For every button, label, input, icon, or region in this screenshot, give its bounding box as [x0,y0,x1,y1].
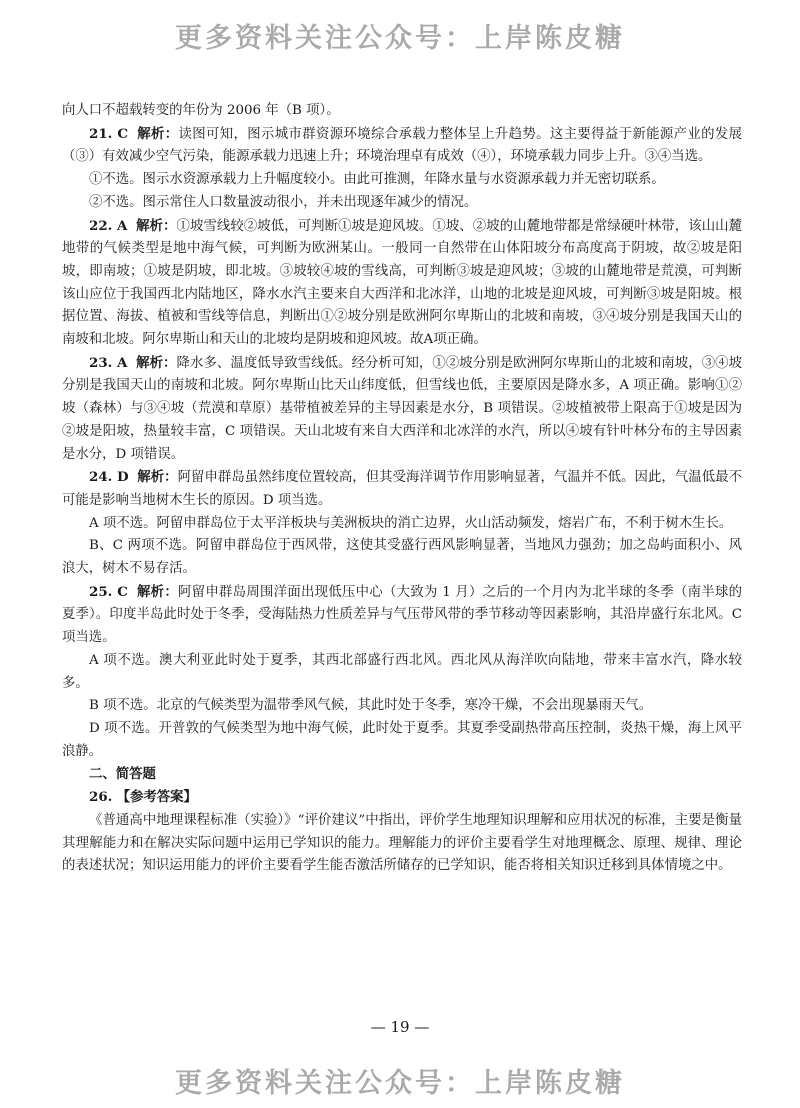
watermark-bottom: 更多资料关注公众号：上岸陈皮糖 [175,1068,625,1099]
analysis-text: 阿留申群岛周围洋面出现低压中心（大致为 1 月）之后的一个月内为北半球的冬季（南半球的夏季）。印度半岛此时处于冬季，受海陆热力性质差异与气压带风带的季节移动等因素影响，其沿岸盛行东北风。C 项当选。 [62,584,743,646]
question-number: 23. A [89,354,128,371]
answer-25-note-3: D 项不选。开普敦的气候类型为地中海气候，此时处于夏季。其夏季受副热带高压控制，炎热干燥，海上风平浪静。 [62,720,742,759]
answer-24-note-2: B、C 两项不选。阿留申群岛位于西风带，这使其受盛行西风影响显著，当地风力强劲；加之岛屿面积小、风浪大，树木不易存活。 [62,538,742,577]
reference-answer-label: 【参考答案】 [116,789,197,806]
answer-24 [62,466,742,512]
question-number: 22. A [89,217,128,234]
analysis-text: ①坡雪线较②坡低，可判断①坡是迎风坡。①坡、②坡的山麓地带都是常绿硬叶林带，该山山麓地带的气候类型是地中海气候，可判断为欧洲某山。一般同一自然带在山体阳坡分布高度高于阴坡，故②坡是阳坡，即南坡；①坡是阴坡，即北坡。③坡较④坡的雪线高，可判断③坡是迎风坡；③坡的山麓地带是荒漠，可判断该山应位于我国西北内陆地区，降水水汽主要来自大西洋和北冰洋，山地的北坡是迎风坡，可判断③坡是阳坡。根据位置、海拔、植被和雪线等信息，判断出①②坡分别是欧洲阿尔卑斯山的北坡和南坡，③④坡分别是我国天山的南坡和北坡。阿尔卑斯山和天山的北坡均是阴坡和迎风坡。故A项正确。 [62,218,743,348]
question-number: 25. C [89,583,128,600]
paragraph-continuation: 向人口不超载转变的年份为 2006 年（B 项）。 [62,103,340,118]
question-number: 21. C [89,125,128,142]
answer-23 [62,352,742,467]
answer-25-note-1: A 项不选。澳大利亚此时处于夏季，其西北部盛行西北风。西北风从海洋吹向陆地，带来丰富水汽，降水较多。 [62,652,742,691]
page-content [62,100,742,878]
answer-24-note-1: A 项不选。阿留申群岛位于太平洋板块与美洲板块的消亡边界，火山活动频发，熔岩广布，不利于树木生长。 [89,515,733,531]
analysis-text: 读图可知，图示城市群资源环境综合承载力整体呈上升趋势。这主要得益于新能源产业的发展（③）有效减少空气污染，能源承载力迅速上升；环境治理卓有成效（④），环境承载力同步上升。③④当选。 [62,126,743,165]
analysis-text: 阿留申群岛虽然纬度位置较高，但其受海洋调节作用影响显著，气温并不低。因此，气温低最不可能是影响当地树木生长的原因。D 项当选。 [62,470,743,508]
answer-25-note-2: B 项不选。北京的气候类型为温带季风气候，其此时处于冬季，寒冷干燥，不会出现暴雨天气。 [89,698,653,714]
answer-21-note-2: ②不选。图示常住人口数量波动很小，并未出现逐年减少的情况。 [89,194,478,210]
page-number: — 19 — [370,1018,430,1036]
answer-25 [62,581,742,650]
question-number: 24. D [89,469,129,486]
answer-26-header [62,786,742,810]
answer-26-text: 《普通高中地理课程标准（实验）》“评价建议”中指出，评价学生地理知识理解和应用状况的标准，主要是衡量其理解能力和在解决实际问题中运用已学知识的能力。理解能力的评价主要看学生对地理概念、原理、规律、理论的表述状况；知识运用能力的评价主要看学生能否激活所储存的已学知识，能否将相关知识迁移到具体情境之中。 [62,812,742,874]
analysis-label: 解析： [136,217,177,234]
analysis-label: 解析： [136,583,178,600]
analysis-label: 解析： [137,469,178,486]
answer-21 [62,123,742,169]
answer-22 [62,215,742,352]
answer-21-note-1: ①不选。图示水资源承载力上升幅度较小。由此可推测，年降水量与水资源承载力并无密切联系。 [89,172,665,188]
question-number: 26. [89,789,113,806]
analysis-label: 解析： [137,125,179,142]
watermark-top: 更多资料关注公众号：上岸陈皮糖 [175,23,625,54]
section-heading: 二、简答题 [89,766,156,783]
analysis-label: 解析： [136,354,177,371]
analysis-text: 降水多、温度低导致雪线低。经分析可知，①②坡分别是欧洲阿尔卑斯山的北坡和南坡，③④坡分别是我国天山的南坡和北坡。阿尔卑斯山比天山纬度低，但雪线也低，主要原因是降水多，A 项正确。影响①②坡（森林）与③④坡（荒漠和草原）基带植被差异的主导因素是水分，B 项错误。②坡植被带上限高于①坡是因为②坡是阳坡，热量较丰富，C 项错误。天山北坡有来自大西洋和北冰洋的水汽，所以④坡有针叶林分布的主导因素是水分，D 项错误。 [62,355,743,462]
